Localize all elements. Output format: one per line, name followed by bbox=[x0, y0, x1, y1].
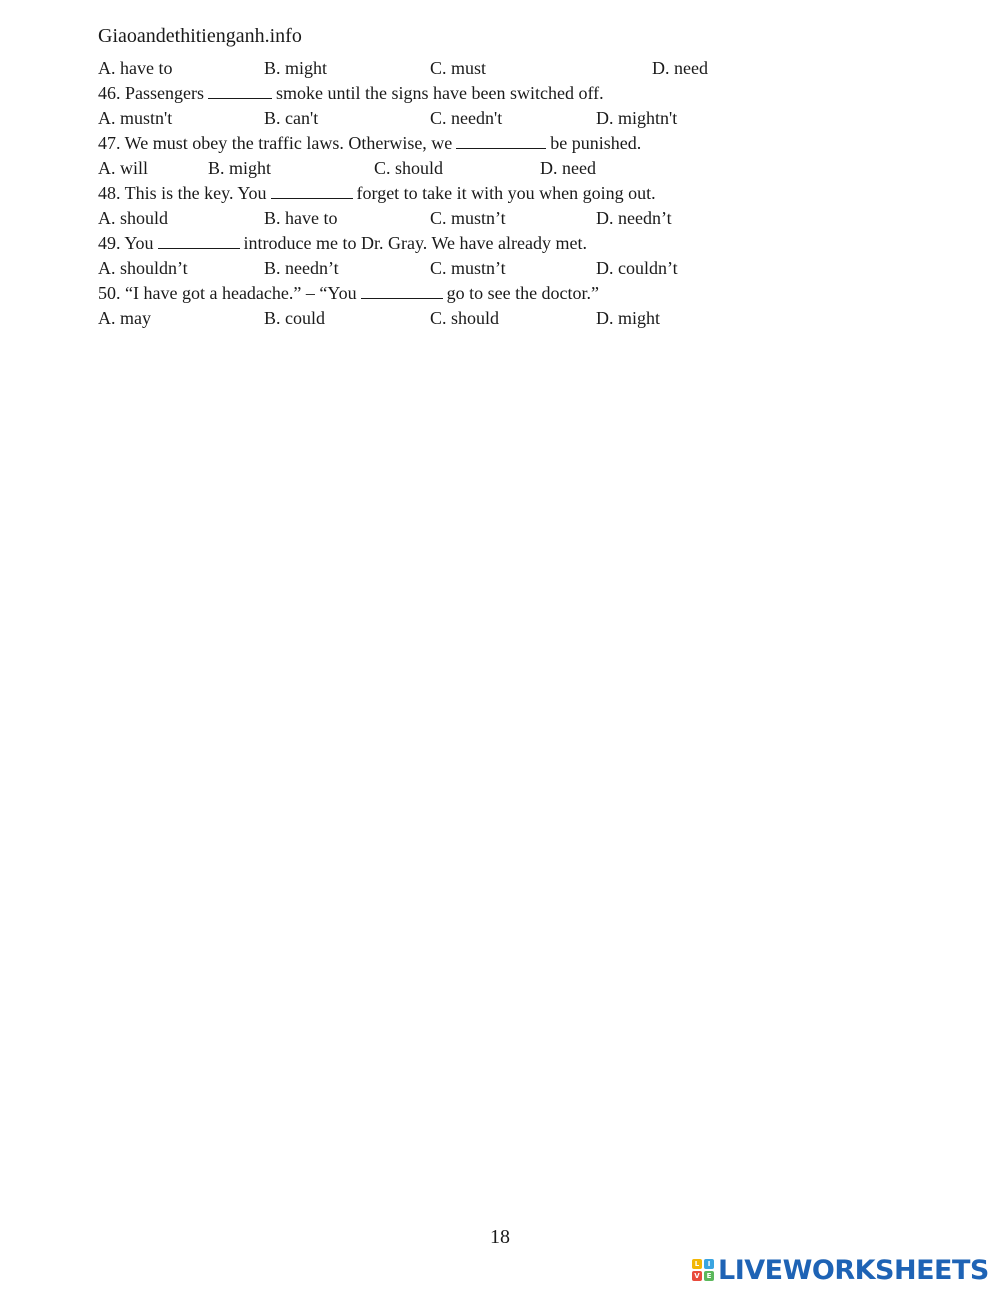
option-a: A. should bbox=[98, 208, 169, 228]
site-header: Giaoandethitienganh.info bbox=[98, 25, 302, 47]
option-d: D. needn’t bbox=[596, 208, 672, 228]
option-a: A. mustn't bbox=[98, 108, 173, 128]
question-48 bbox=[98, 181, 858, 206]
question-text: 46. Passengers bbox=[98, 83, 204, 103]
answer-options-47 bbox=[98, 156, 858, 181]
question-46 bbox=[98, 81, 858, 106]
answer-options-50 bbox=[98, 306, 858, 331]
option-c: C. must bbox=[430, 58, 487, 78]
liveworksheets-logo-text: LIVEWORKSHEETS bbox=[718, 1254, 989, 1286]
question-text-rest: be punished. bbox=[550, 133, 642, 153]
logo-tile: I bbox=[704, 1259, 714, 1269]
option-a: A. will bbox=[98, 158, 149, 178]
question-text: 48. This is the key. You bbox=[98, 183, 267, 203]
answer-blank bbox=[361, 282, 443, 299]
answer-options-48 bbox=[98, 206, 858, 231]
option-b: B. could bbox=[264, 308, 325, 328]
answer-blank bbox=[208, 82, 272, 99]
option-d: D. mightn't bbox=[596, 108, 678, 128]
question-text: 49. You bbox=[98, 233, 154, 253]
option-c: C. mustn’t bbox=[430, 208, 506, 228]
exercise-content bbox=[98, 56, 858, 331]
option-b: B. can't bbox=[264, 108, 319, 128]
question-text: 47. We must obey the traffic laws. Otherwise, we bbox=[98, 133, 453, 153]
question-50 bbox=[98, 281, 858, 306]
answer-blank bbox=[271, 182, 353, 199]
answer-options-46 bbox=[98, 106, 858, 131]
option-d: D. couldn’t bbox=[596, 258, 678, 278]
question-49 bbox=[98, 231, 858, 256]
option-c: C. should bbox=[374, 158, 444, 178]
option-d: D. need bbox=[652, 58, 708, 78]
option-c: C. mustn’t bbox=[430, 258, 506, 278]
question-text: 50. “I have got a headache.” – “You bbox=[98, 283, 357, 303]
answer-blank bbox=[158, 232, 240, 249]
answer-options-45 bbox=[98, 56, 858, 81]
option-c: C. needn't bbox=[430, 108, 503, 128]
option-b: B. needn’t bbox=[264, 258, 339, 278]
option-b: B. might bbox=[264, 58, 328, 78]
answer-options-49 bbox=[98, 256, 858, 281]
question-text-rest: introduce me to Dr. Gray. We have already met. bbox=[243, 233, 587, 253]
liveworksheets-logo-icon bbox=[692, 1259, 714, 1281]
logo-tile: L bbox=[692, 1259, 702, 1269]
option-a: A. shouldn’t bbox=[98, 258, 188, 278]
option-a: A. may bbox=[98, 308, 151, 328]
liveworksheets-logo[interactable] bbox=[692, 1254, 989, 1286]
option-d: D. need bbox=[540, 158, 596, 178]
option-d: D. might bbox=[596, 308, 661, 328]
option-a: A. have to bbox=[98, 58, 173, 78]
page-number: 18 bbox=[490, 1226, 510, 1248]
question-text-rest: forget to take it with you when going out. bbox=[356, 183, 656, 203]
question-text-rest: smoke until the signs have been switched off. bbox=[276, 83, 604, 103]
answer-blank bbox=[456, 132, 546, 149]
question-47 bbox=[98, 131, 858, 156]
question-text-rest: go to see the doctor.” bbox=[446, 283, 600, 303]
logo-tile: E bbox=[704, 1271, 714, 1281]
option-c: C. should bbox=[430, 308, 500, 328]
option-b: B. might bbox=[208, 158, 272, 178]
logo-tile: V bbox=[692, 1271, 702, 1281]
option-b: B. have to bbox=[264, 208, 338, 228]
